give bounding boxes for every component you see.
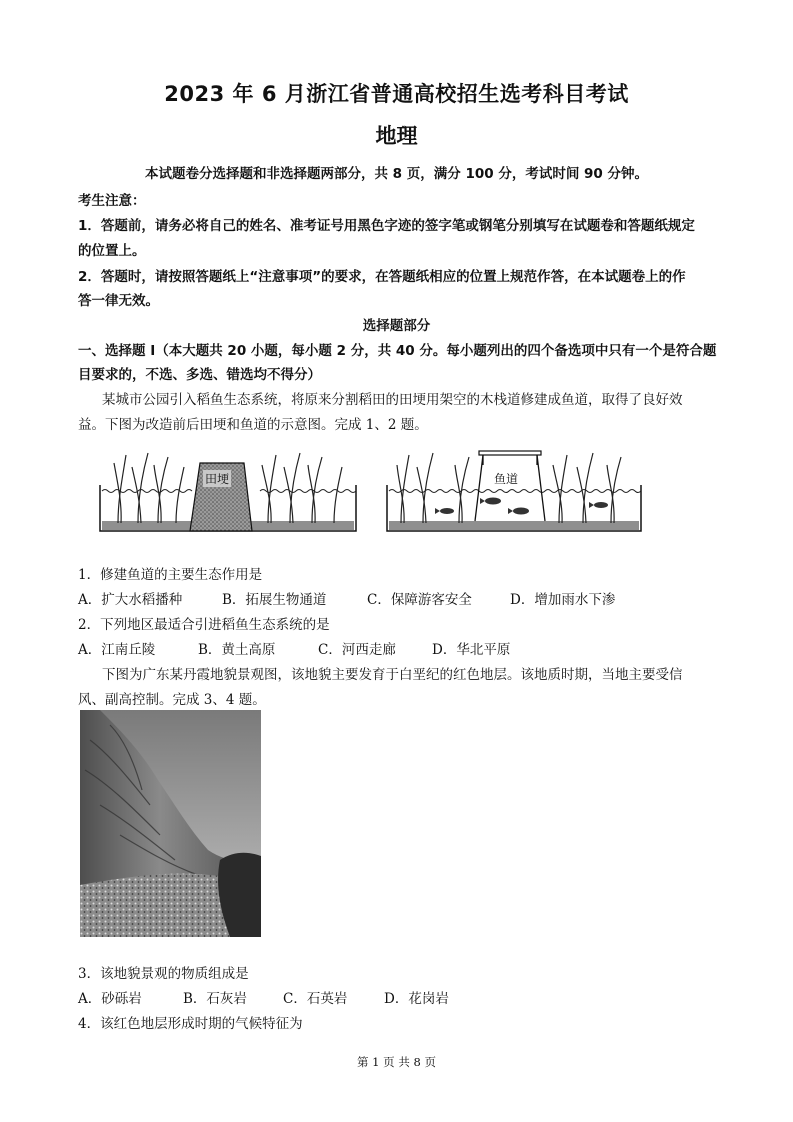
- section-heading-line-2: 目要求的，不选、多选、错选均不得分）: [78, 367, 321, 383]
- fishway-diagram: [383, 445, 645, 537]
- notice-2-line-2: 答一律无效。: [78, 293, 159, 309]
- subject-title: 地理: [375, 124, 418, 148]
- notice-1-line-1: 1．答题前，请务必将自己的姓名、准考证号用黑色字迹的签字笔或钢笔分别填写在试题卷和答题纸规定: [78, 218, 695, 234]
- part-title: 选择题部分: [362, 318, 431, 334]
- question-1-option-c: C．保障游客安全: [367, 592, 472, 608]
- question-1-option-d: D．增加雨水下渗: [510, 592, 616, 608]
- exam-structure-note: 本试题卷分选择题和非选择题两部分，共 8 页，满分 100 分，考试时间 90 分钟。: [144, 166, 649, 182]
- notice-1-line-2: 的位置上。: [78, 243, 146, 259]
- notice-2-line-1: 2．答题时，请按照答题纸上“注意事项”的要求，在答题纸相应的位置上规范作答，在本试题卷上的作: [78, 269, 686, 285]
- question-2-option-a: A．江南丘陵: [78, 642, 156, 658]
- page-number: 第 1 页 共 8 页: [357, 1055, 436, 1069]
- question-2-option-c: C．河西走廊: [318, 642, 396, 658]
- question-4-stem: 4．该红色地层形成时期的气候特征为: [78, 1016, 303, 1032]
- notice-title: 考生注意：: [78, 193, 146, 209]
- question-3-option-c: C．石英岩: [283, 991, 348, 1007]
- rice-plants-left: [397, 453, 469, 523]
- question-3-stem: 3．该地貌景观的物质组成是: [78, 966, 249, 982]
- fishway-label: 鱼道: [494, 472, 519, 486]
- question-3-option-b: B．石灰岩: [183, 991, 247, 1007]
- rice-plants-left: [114, 453, 184, 523]
- passage-2-line-2: 风、副高控制。完成 3、4 题。: [78, 692, 266, 708]
- danxia-landform-photo: [80, 710, 261, 937]
- passage-1-line-2: 益。下图为改造前后田埂和鱼道的示意图。完成 1、2 题。: [78, 417, 428, 433]
- question-1-stem: 1．修建鱼道的主要生态作用是: [78, 567, 263, 583]
- section-heading-line-1: 一、选择题 I（本大题共 20 小题，每小题 2 分，共 40 分。每小题列出的四个备选项中只有一个是符合题: [78, 343, 717, 359]
- boardwalk-deck: [479, 451, 541, 455]
- water-surface: [389, 490, 641, 493]
- water-surface-right: [260, 490, 356, 493]
- question-2-option-b: B．黄土高原: [198, 642, 276, 658]
- passage-2-line-1: 下图为广东某丹霞地貌景观图，该地貌主要发育于白垩纪的红色地层。该地质时期，当地主要受信: [102, 667, 683, 683]
- ridge-diagram: [96, 445, 360, 537]
- question-2-option-d: D．华北平原: [432, 642, 511, 658]
- exam-title: 2023 年 6 月浙江省普通高校招生选考科目考试: [164, 82, 629, 106]
- question-3-option-a: A．砂砾岩: [78, 991, 142, 1007]
- question-3-option-d: D．花岗岩: [384, 991, 449, 1007]
- rice-plants-right: [262, 453, 342, 523]
- question-2-stem: 2．下列地区最适合引进稻鱼生态系统的是: [78, 617, 330, 633]
- ridge-label: 田埂: [205, 472, 230, 486]
- passage-1-line-1: 某城市公园引入稻鱼生态系统，将原来分割稻田的田埂用架空的木栈道修建成鱼道，取得了良好效: [102, 392, 683, 408]
- question-1-option-a: A．扩大水稻播种: [78, 592, 183, 608]
- rice-plants-right: [553, 453, 621, 523]
- question-1-option-b: B．拓展生物通道: [222, 592, 327, 608]
